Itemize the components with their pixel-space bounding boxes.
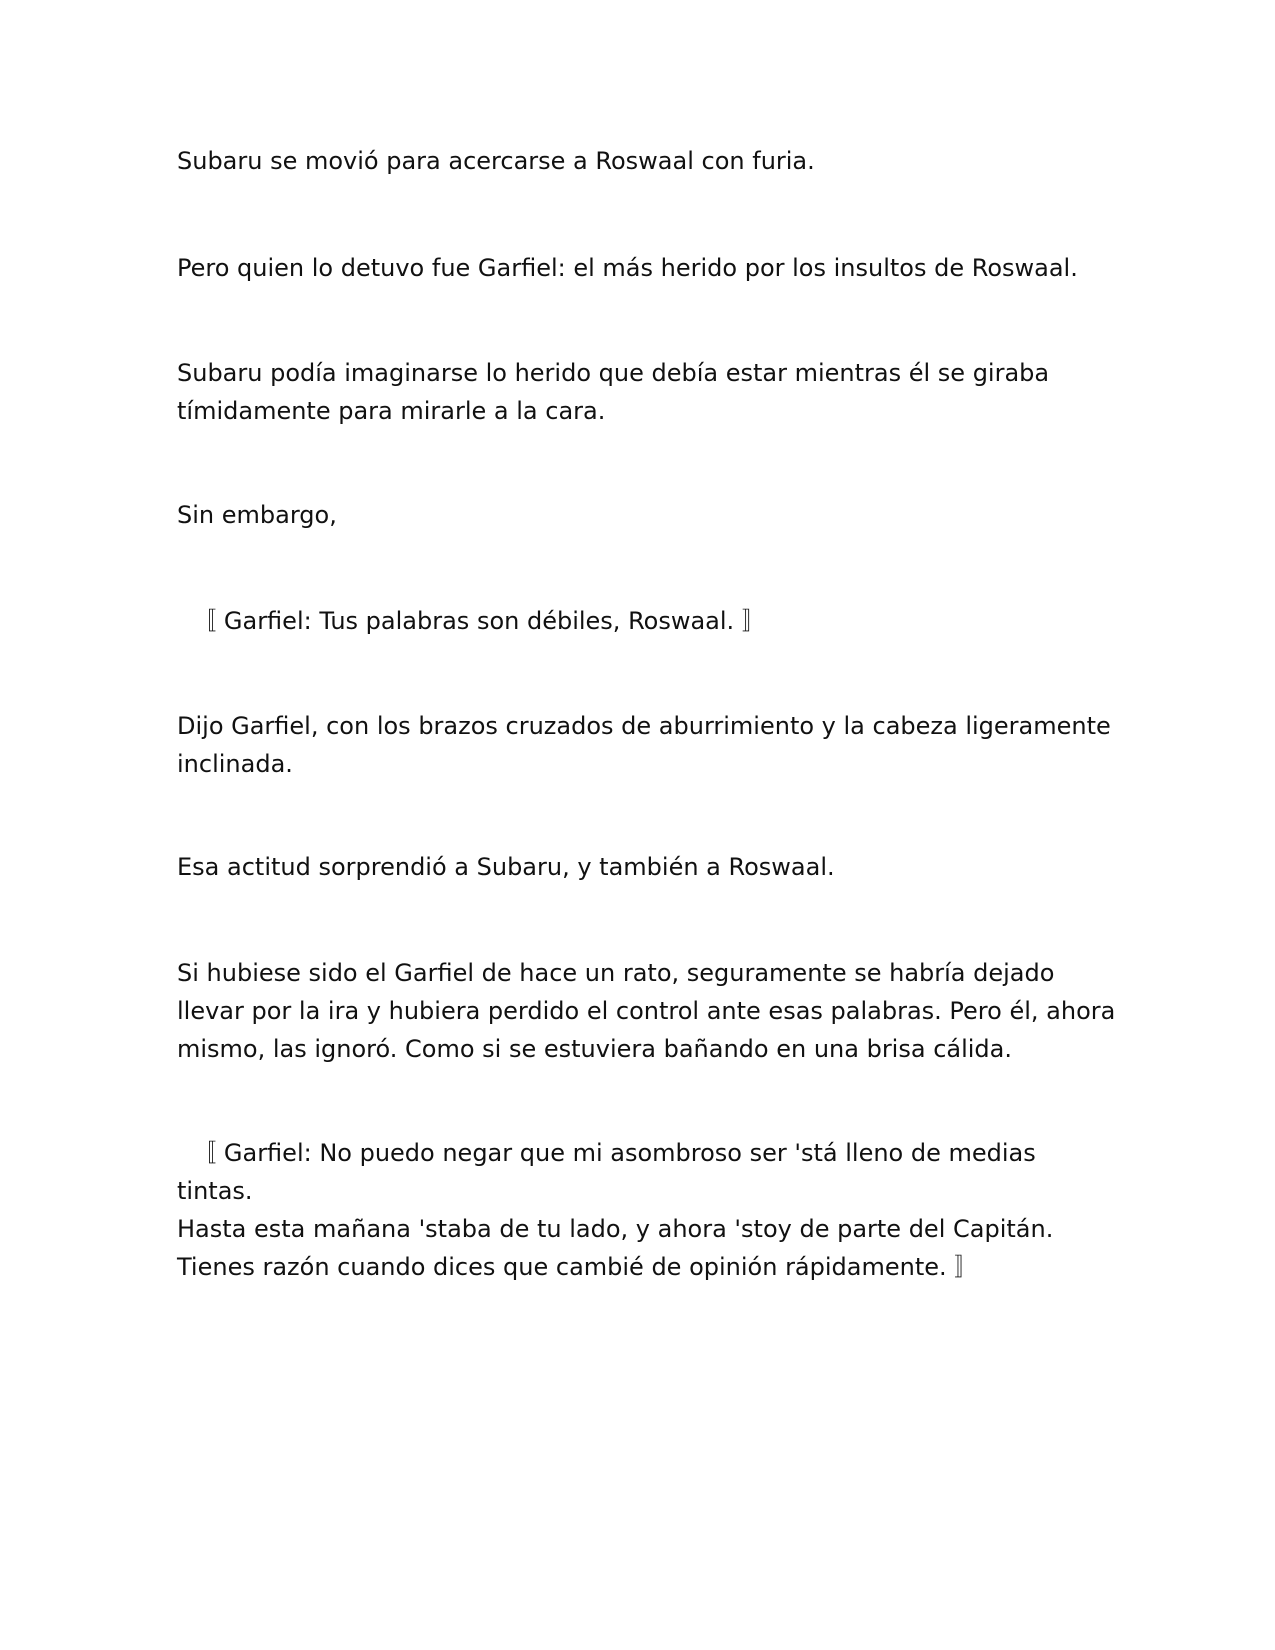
paragraph-line: mismo, las ignoró. Como si se estuviera bañando en una brisa cálida. <box>177 1035 1012 1063</box>
paragraph-line: inclinada. <box>177 750 293 778</box>
paragraph-1 <box>177 142 1117 180</box>
paragraph-line: Subaru podía imaginarse lo herido que debía estar mientras él se giraba <box>177 359 1050 387</box>
paragraph-line: llevar por la ira y hubiera perdido el control ante esas palabras. Pero él, ahora <box>177 997 1116 1025</box>
paragraph-2 <box>177 249 1117 287</box>
paragraph-line: Tienes razón cuando dices que cambié de opinión rápidamente. 〛 <box>177 1253 979 1281</box>
paragraph-line: Hasta esta mañana 'staba de tu lado, y ahora 'stoy de parte del Capitán. <box>177 1215 1054 1243</box>
paragraph-4 <box>177 496 1117 534</box>
paragraph-line: Subaru se movió para acercarse a Roswaal con furia. <box>177 147 815 175</box>
paragraph-line: Si hubiese sido el Garfiel de hace un rato, seguramente se habría dejado <box>177 959 1055 987</box>
paragraph-3 <box>177 354 1117 430</box>
paragraph-5 <box>177 707 1117 783</box>
paragraph-line: 〚 Garfiel: No puedo negar que mi asombroso ser 'stá lleno de medias tintas. <box>177 1139 1036 1205</box>
paragraph-line: Pero quien lo detuvo fue Garfiel: el más herido por los insultos de Roswaal. <box>177 254 1078 282</box>
dialogue-1 <box>177 602 1117 640</box>
paragraph-line: Esa actitud sorprendió a Subaru, y también a Roswaal. <box>177 853 835 881</box>
paragraph-line: Dijo Garfiel, con los brazos cruzados de aburrimiento y la cabeza ligeramente <box>177 712 1111 740</box>
paragraph-line: 〚 Garfiel: Tus palabras son débiles, Roswaal. 〛 <box>177 607 766 635</box>
dialogue-2 <box>177 1134 1117 1286</box>
paragraph-7 <box>177 954 1117 1068</box>
paragraph-line: Sin embargo, <box>177 501 337 529</box>
paragraph-6 <box>177 848 1117 886</box>
paragraph-line: tímidamente para mirarle a la cara. <box>177 397 606 425</box>
